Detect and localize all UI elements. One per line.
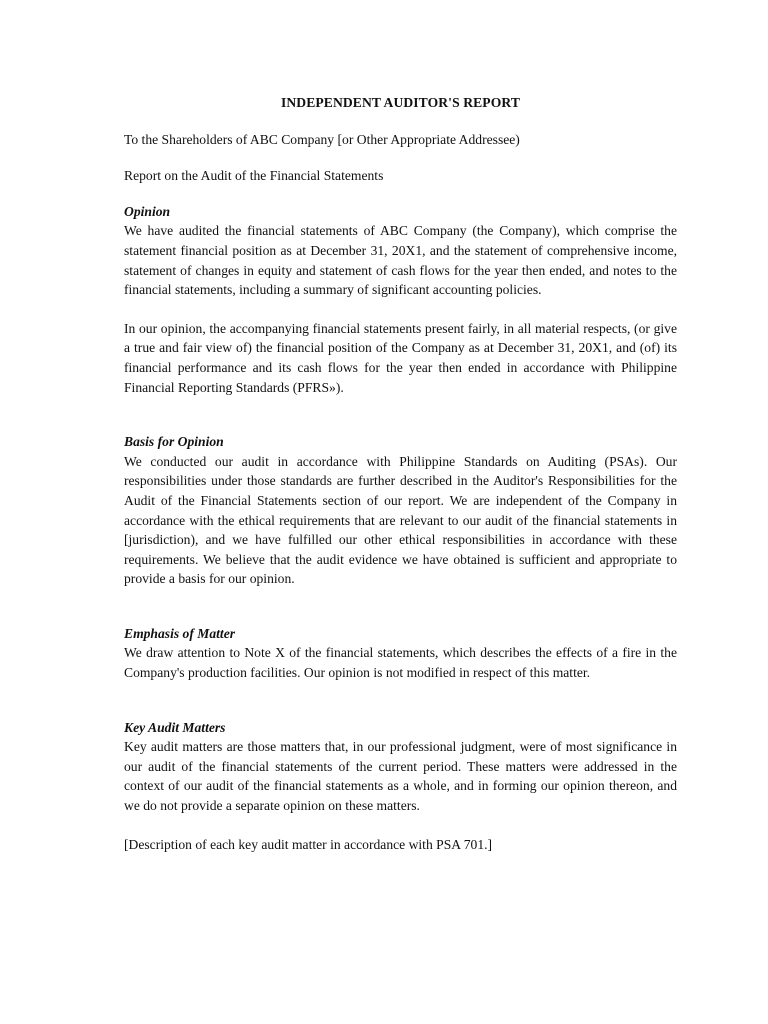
- basis-heading: Basis for Opinion: [124, 434, 224, 450]
- spacer: [124, 300, 677, 319]
- opinion-paragraph-1: We have audited the financial statements of ABC Company (the Company), which comprise the statement financial position as at December 31, 20X1, and the statement of comprehensive income, statement of changes in equity and statement of cash flows for the year then ended, and notes to the financial statements, including a summary of significant accounting policies.: [124, 223, 677, 298]
- kam-paragraph-1: Key audit matters are those matters that, in our professional judgment, were of most significance in our audit of the financial statements of the current period. These matters were addressed in the context of our audit of the financial statements as a whole, and in forming our opinion thereon, and we do not provide a separate opinion on these matters.: [124, 739, 677, 814]
- basis-paragraph: We conducted our audit in accordance with Philippine Standards on Auditing (PSAs). Our responsibilities under those standards are further described in the Auditor's Responsibilities for the Audit of the Financial Statements section of our report. We are independent of the Company in accordance with the ethical requirements that are relevant to our audit of the financial statements in [jurisdiction), and we have fulfilled our other ethical responsibilities in accordance with these requirements. We believe that the audit evidence we have obtained is sufficient and appropriate to provide a basis for our opinion.: [124, 453, 677, 587]
- kam-heading: Key Audit Matters: [124, 719, 226, 735]
- report-subheading: Report on the Audit of the Financial Statements: [124, 168, 384, 184]
- emphasis-heading: Emphasis of Matter: [124, 625, 236, 641]
- spacer: [124, 397, 677, 432]
- opinion-paragraph-2: In our opinion, the accompanying financial statements present fairly, in all material respects, (or give a true and fair view of) the financial position of the Company as at December 31, 20X1, and (of) its financial performance and its cash flows for the year then ended in accordance with Philippine Financial Reporting Standards (PFRS»).: [124, 320, 677, 395]
- addressee-line: To the Shareholders of ABC Company [or Other Appropriate Addressee): [124, 131, 520, 147]
- emphasis-paragraph: We draw attention to Note X of the financial statements, which describes the effects of a fire in the Company's production facilities. Our opinion is not modified in respect of this matter.: [124, 645, 677, 681]
- spacer: [124, 589, 677, 624]
- spacer: [124, 683, 677, 718]
- spacer: [124, 816, 677, 835]
- kam-paragraph-2: [Description of each key audit matter in accordance with PSA 701.]: [124, 836, 493, 852]
- document-page: [124, 93, 677, 854]
- report-title: INDEPENDENT AUDITOR'S REPORT: [280, 95, 520, 110]
- opinion-heading: Opinion: [124, 203, 171, 219]
